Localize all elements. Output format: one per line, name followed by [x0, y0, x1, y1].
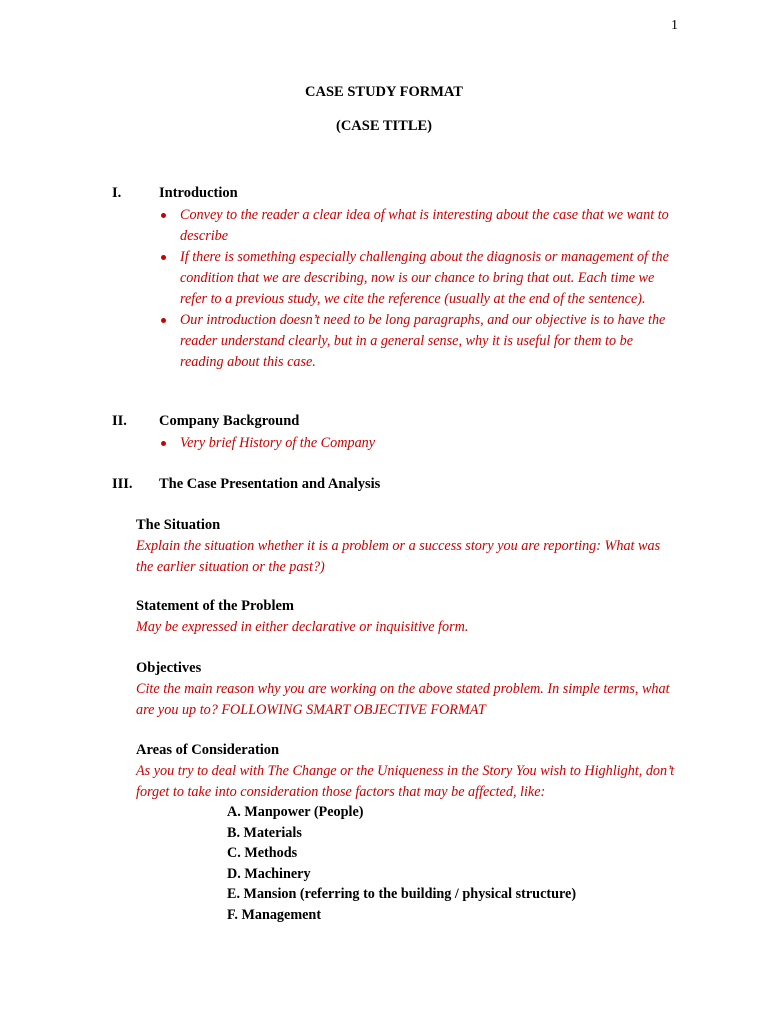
section-company-background — [112, 411, 672, 454]
subsection-body: As you try to deal with The Change or the Uniqueness in the Story You wish to Highlight, don’t forget to take into consideration those factors that may be affected, like: — [136, 763, 675, 800]
bullet-list — [112, 205, 672, 373]
factor-item: B. Materials — [227, 824, 302, 841]
subsection-heading: Objectives — [136, 660, 202, 676]
section-introduction — [112, 183, 672, 373]
bullet-item: Our introduction doesn’t need to be long paragraphs, and our objective is to have the reader understand clearly, but in a general sense, why it is useful for them to be reading about this case. — [155, 310, 672, 373]
subsection-situation — [136, 515, 676, 577]
section-title: The Case Presentation and Analysis — [159, 476, 381, 492]
subsection-body: Cite the main reason why you are working on the above stated problem. In simple terms, what are you up to? FOLLOWING SMART OBJECTIVE FORMAT — [136, 681, 670, 718]
factor-item: C. Methods — [227, 845, 298, 862]
factor-item: A. Manpower (People) — [227, 804, 364, 820]
subsection-areas-of-consideration — [136, 740, 676, 926]
section-heading — [112, 411, 672, 432]
section-heading — [112, 183, 672, 204]
factor-item: E. Mansion (referring to the building / physical structure) — [227, 886, 577, 903]
section-title: Company Background — [159, 413, 300, 429]
factor-item: F. Management — [227, 906, 322, 923]
factor-list — [136, 802, 676, 926]
bullet-item: Very brief History of the Company — [155, 433, 672, 454]
section-heading — [112, 474, 672, 495]
subsection-objectives — [136, 658, 676, 720]
page-number: 1 — [671, 18, 678, 33]
section-number: I. — [112, 185, 122, 201]
section-case-presentation — [112, 474, 672, 495]
bullet-list — [112, 433, 672, 454]
subsection-body: May be expressed in either declarative or inquisitive form. — [136, 619, 469, 635]
document-title: CASE STUDY FORMAT — [305, 84, 463, 100]
subsection-problem — [136, 596, 676, 638]
section-number: II. — [112, 413, 127, 429]
bullet-item: If there is something especially challenging about the diagnosis or management of the condition that we are describing, now is our chance to bring that out. Each time we refer to a previous study, we cite the reference (usually at the end of the sentence). — [155, 247, 672, 310]
subsection-body: Explain the situation whether it is a problem or a success story you are reporting: What was the earlier situation or the past?) — [136, 538, 661, 575]
section-title: Introduction — [159, 185, 238, 201]
factor-item: D. Machinery — [227, 865, 311, 882]
subsection-heading: Statement of the Problem — [136, 598, 294, 614]
section-number: III. — [112, 476, 133, 492]
subsection-heading: The Situation — [136, 517, 221, 533]
bullet-item: Convey to the reader a clear idea of what is interesting about the case that we want to describe — [155, 205, 672, 247]
case-title-placeholder: (CASE TITLE) — [335, 118, 433, 134]
subsection-heading: Areas of Consideration — [136, 742, 280, 758]
